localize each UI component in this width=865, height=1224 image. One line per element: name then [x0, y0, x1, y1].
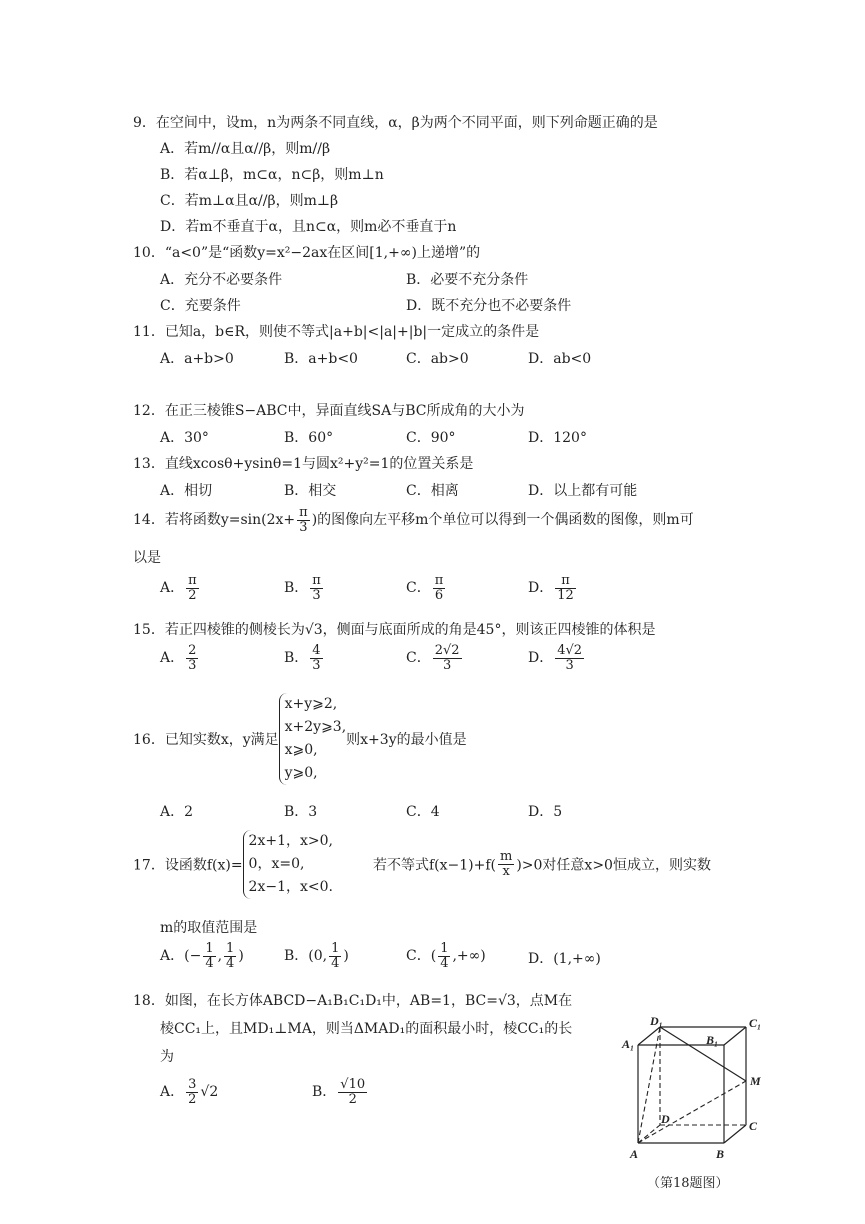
- label-B1: B₁: [706, 1033, 719, 1047]
- q15-option-c: C． $\frac{2√2}{3}$: [406, 643, 460, 673]
- label-C1: C₁: [749, 1016, 762, 1030]
- q17-option-d: D．(1,+∞): [528, 951, 601, 967]
- q12-option-b: B．60°: [284, 430, 334, 446]
- label-A1: A₁: [622, 1037, 635, 1051]
- q10-option-d: D．既不充分也不必要条件: [406, 298, 572, 314]
- q15-stem: 15．若正四棱锥的侧棱长为√3，侧面与底面所成的角是45°，则该正四棱锥的体积是: [133, 622, 656, 638]
- q15-option-d: D． $\frac{4√2}{3}$: [528, 643, 583, 673]
- q14-option-a: A． $\frac{\pi}{2}$: [160, 573, 197, 603]
- q15-option-a: A． $\frac{2}{3}$: [160, 643, 197, 673]
- q16-constraint-system: x+y⩾2, x+2y⩾3, x⩾0, y⩾0,: [279, 693, 347, 785]
- q11-option-d: D．ab<0: [528, 351, 592, 367]
- q17-option-a: A．(− $\frac{1}{4}$ , $\frac{1}{4}$ ): [160, 941, 244, 971]
- q16-option-b: B．3: [284, 804, 318, 820]
- q17-stem-line2: m的取值范围是: [160, 920, 258, 936]
- cuboid-figure: [620, 1015, 770, 1170]
- label-A: A: [630, 1147, 639, 1161]
- q16-option-d: D．5: [528, 804, 563, 820]
- q9-option-d: D．若m不垂直于α，且n⊂α，则m必不垂直于n: [160, 219, 457, 235]
- q18-option-b: B． $\frac{√10}{2}$: [312, 1077, 366, 1107]
- q12-option-a: A．30°: [160, 430, 209, 446]
- q13-stem: 13．直线xcosθ+ysinθ=1与圆x²+y²=1的位置关系是: [133, 456, 474, 472]
- q16-stem: 16．已知实数x，y满足 x+y⩾2, x+2y⩾3, x⩾0, y⩾0, 则x+3y的最小值是: [133, 693, 467, 785]
- q12-option-d: D．120°: [528, 430, 587, 446]
- q13-option-c: C．相离: [406, 483, 459, 499]
- q14-option-d: D． $\frac{\pi}{12}$: [528, 573, 574, 603]
- q12-option-c: C．90°: [406, 430, 456, 446]
- q9-stem: 9．在空间中，设m，n为两条不同直线，α，β为两个不同平面，则下列命题正确的是: [133, 115, 658, 131]
- label-B: B: [716, 1147, 725, 1161]
- q18-line3: 为: [160, 1049, 174, 1065]
- figure-caption: （第18题图）: [647, 1176, 729, 1191]
- q16-option-c: C．4: [406, 804, 440, 820]
- q16-option-a: A．2: [160, 804, 194, 820]
- q12-stem: 12．在正三棱锥S−ABC中，异面直线SA与BC所成角的大小为: [133, 403, 525, 419]
- label-M: M: [750, 1074, 761, 1088]
- q13-option-a: A．相切: [160, 483, 213, 499]
- q17-piecewise: 2x+1，x>0, 0，x=0, 2x−1，x<0.: [243, 830, 333, 899]
- q17-option-c: C．( $\frac{1}{4}$ ,+∞): [406, 941, 486, 971]
- q11-option-c: C．ab>0: [406, 351, 469, 367]
- q11-option-a: A．a+b>0: [160, 351, 234, 367]
- q14-stem: 14．若将函数y=sin(2x+ $\frac{\pi}{3}$ )的图像向左平移m个单位可以得到一个偶函数的图像，则m可: [133, 505, 694, 535]
- q14-option-b: B． $\frac{\pi}{3}$: [284, 573, 321, 603]
- q10-option-b: B．必要不充分条件: [406, 272, 529, 288]
- q9-option-c: C．若m⊥α且α//β，则m⊥β: [160, 193, 339, 209]
- q18-option-a: A． $\frac{3}{2}$ √2: [160, 1077, 219, 1107]
- q9-option-b: B．若α⊥β，m⊂α，n⊂β，则m⊥n: [160, 167, 384, 183]
- q15-option-b: B． $\frac{4}{3}$: [284, 643, 321, 673]
- q14-option-c: C． $\frac{\pi}{6}$: [406, 573, 444, 603]
- q14-stem-line2: 以是: [133, 550, 161, 566]
- q18-line2: 棱CC₁上，且MD₁⊥MA，则当ΔMAD₁的面积最小时，棱CC₁的长: [160, 1021, 573, 1037]
- q10-option-a: A．充分不必要条件: [160, 272, 283, 288]
- q17-option-b: B．(0, $\frac{1}{4}$ ): [284, 941, 349, 971]
- label-D1: D₁: [650, 1015, 663, 1028]
- q11-stem: 11．已知a，b∈R，则使不等式|a+b|<|a|+|b|一定成立的条件是: [133, 324, 540, 340]
- label-D: D: [661, 1112, 670, 1126]
- q10-option-c: C．充要条件: [160, 298, 241, 314]
- q13-option-d: D．以上都有可能: [528, 483, 638, 499]
- q10-stem: 10．“a<0”是“函数y=x²−2ax在区间[1,+∞)上递增”的: [133, 245, 481, 261]
- q14-pi-third: $\frac{\pi}{3}$: [299, 505, 308, 535]
- q9-option-a: A．若m//α且α//β，则m//β: [160, 141, 331, 157]
- q18-line1: 18．如图，在长方体ABCD−A₁B₁C₁D₁中，AB=1，BC=√3，点M在: [133, 993, 573, 1009]
- q17-stem: 17．设函数f(x)= 2x+1，x>0, 0，x=0, 2x−1，x<0. 若不等式f(x−1)+f( $\frac{m}{x}$ )>0对任意x>0恒成立，则实数: [133, 830, 711, 899]
- q11-option-b: B．a+b<0: [284, 351, 358, 367]
- label-C: C: [749, 1119, 758, 1133]
- q13-option-b: B．相交: [284, 483, 337, 499]
